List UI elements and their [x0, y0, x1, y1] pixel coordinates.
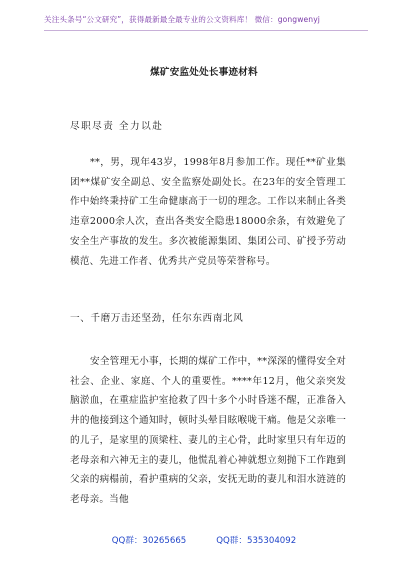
paragraph-body: 安全管理无小事，长期的煤矿工作中，**深深的懂得安全对社会、企业、家庭、个人的重要性。****年12月，他父亲突发脑淤血，在重症监护室抢救了四十多个小时昏迷不醒，正准备入井的他接到这个通知时，顿时头晕目眩喉咙干痛。他是父亲唯一的儿子，是家里的顶梁柱、妻儿的主心骨，此时家里只有年迈的老母亲和六神无主的妻儿，他慌乱着心神就想立刻抛下工作跑到父亲的病榻前，看护重病的父亲，安抚无助的妻儿和泪水涟涟的老母亲。当他: [70, 356, 346, 505]
document-motto: 尽职尽责 全力以赴: [70, 121, 164, 132]
document-title: 煤矿安监处处长事迹材料: [150, 67, 258, 78]
paragraph-introduction: **，男，现年43岁，1998年8月参加工作。现任**矿业集团**煤矿安全副总、安全监察处副处长。在23年的安全管理工作中始终秉持矿工生命健康高于一切的理念。工作以来制止各类违章2000余人次，查出各类安全隐患18000余条，有效避免了安全生产事故的发生。多次被能源集团、集团公司、矿授予劳动模范、先进工作者、优秀共产党员等荣誉称号。: [70, 157, 346, 267]
section-heading: 一、千磨万击还坚劲，任尔东西南北风: [70, 313, 244, 324]
promo-header-banner: 关注头条号“公文研究”，获得最新最全最专业的公文资料库！ 微信：gongwenyj: [44, 15, 320, 24]
footer-contact: [0, 534, 408, 546]
footer-qq-group-2: QQ群：535304092: [216, 536, 297, 546]
footer-qq-group-1: QQ群：30265665: [111, 536, 187, 546]
header-divider: [44, 30, 368, 31]
